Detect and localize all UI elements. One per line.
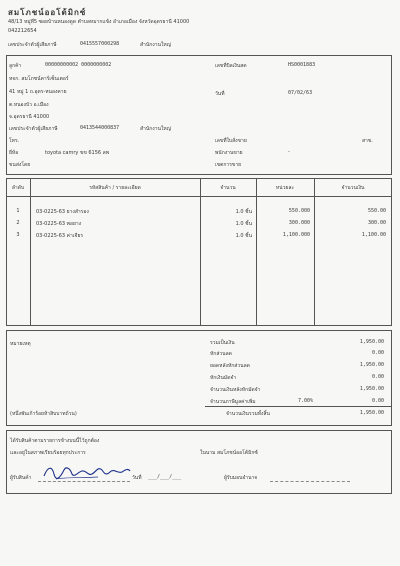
customer-tax-label: เลขประจำตัวผู้เสียภาษี	[9, 126, 58, 132]
date-label: วันที่	[215, 91, 225, 97]
vehicle-value: toyota camry ขข 6156 ลพ	[45, 150, 110, 156]
summary-label: หักส่วนลด	[210, 351, 232, 357]
summary-value: 1,950.00	[359, 386, 384, 392]
summary-value: 1,950.00	[359, 410, 384, 416]
summary-label: จำนวนภาษีมูลค่าเพิ่ม	[210, 399, 256, 405]
customer-tel-label: โทร.	[9, 138, 20, 144]
vehicle-label: ยี่ห้อ	[9, 150, 19, 156]
header-desc: รหัสสินค้า / รายละเอียด	[89, 185, 141, 191]
company-branch: สำนักงานใหญ่	[140, 42, 171, 48]
summary-value: 0.00	[371, 374, 384, 380]
salesman-value: -	[288, 149, 290, 155]
summary-value: 0.00	[371, 398, 384, 404]
customer-code: 00000000002 0000000002	[45, 62, 112, 68]
customer-addr2: ต.หนองบัว อ.เมือง	[9, 102, 49, 108]
header-price: หน่วยละ	[275, 185, 295, 191]
company-phone: 042212654	[8, 28, 37, 34]
summary-label: รวมเป็นเงิน	[210, 340, 235, 346]
header-qty: จำนวน	[220, 185, 236, 191]
row-no: 2	[16, 220, 20, 226]
company-address: 48/13 หมู่ที่5 ซอยบ้านหนองดูด ตำบลหมากแข้ง อำเภอเมือง จังหวัดอุดรธานี 41000	[8, 19, 190, 25]
customer-addr1: 41 หมู่ 1 ถ.อุดร-หนองคาย	[9, 89, 67, 95]
summary-divider	[205, 406, 392, 407]
row-no: 1	[16, 208, 20, 214]
row-qty: 1.0 ชิ้น	[235, 209, 252, 215]
customer-branch: สำนักงานใหญ่	[140, 126, 171, 132]
ship-label: ขนส่งโดย	[9, 162, 31, 168]
summary-value: 0.00	[371, 350, 384, 356]
customer-addr3: จ.อุดรธานี 41000	[9, 114, 50, 120]
vat-rate: 7.00%	[298, 398, 314, 404]
summary-value: 1,950.00	[359, 362, 384, 368]
customer-name: หจก. สมโภชน์คาร์เซ็นเตอร์	[9, 76, 69, 82]
invoice-number: HS0001883	[288, 62, 316, 68]
summary-label: จำนวนเงินหลังหักมัดจำ	[210, 387, 261, 393]
amount-in-words: (หนึ่งพันเก้าร้อยห้าสิบบาทถ้วน)	[10, 411, 77, 417]
invoice-label: เลขที่บิลเงินสด	[215, 63, 247, 69]
row-no: 3	[16, 232, 20, 238]
for-company: ในนาม สมโภชน์ออโต้มิกซ์	[200, 450, 258, 456]
row-price: 300.000	[288, 220, 310, 226]
header-no: ลำดับ	[11, 185, 25, 191]
summary-label: จำนวนเงินรวมทั้งสิ้น	[226, 411, 270, 417]
row-desc: 03-0225-63 ยางสำรอง	[36, 209, 89, 215]
customer-tax-id: 0413544000837	[80, 125, 120, 131]
ref-label: สาข.	[362, 138, 373, 144]
header-amount: จำนวนเงิน	[341, 185, 365, 191]
col-divider	[256, 178, 257, 326]
footer-note1: ได้รับสินค้าตามรายการข้างบนนี้ไว้ถูกต้อง	[10, 438, 100, 444]
receive-date-blank: ___/___/___	[148, 474, 182, 480]
receiver-label: ผู้รับสินค้า	[10, 475, 32, 481]
customer-code-label: ลูกค้า	[9, 63, 22, 69]
row-desc: 03-0225-63 พอยาง	[36, 221, 82, 227]
authorized-signature-line	[270, 481, 350, 482]
row-desc: 03-0225-63 ค่าเจียร	[36, 233, 84, 239]
row-price: 1,100.000	[282, 232, 310, 238]
summary-label: หักเงินมัดจำ	[210, 375, 237, 381]
row-amount: 300.00	[367, 220, 386, 226]
company-tax-id: 0415557000298	[80, 41, 120, 47]
customer-info-box	[6, 55, 392, 175]
row-amount: 550.00	[367, 208, 386, 214]
row-amount: 1,100.00	[361, 232, 386, 238]
table-header-divider	[6, 196, 392, 197]
footer-note2: และอยู่ในสภาพเรียบร้อยทุกประการ	[10, 450, 86, 456]
salesman-label: พนักงานขาย	[215, 150, 243, 156]
summary-value: 1,950.00	[359, 339, 384, 345]
receive-date-label: วันที่	[132, 475, 142, 481]
term-label: เขตการขาย	[215, 162, 242, 168]
receiver-signature	[42, 462, 132, 482]
authorized-label: ผู้รับมอบอำนาจ	[224, 475, 258, 481]
items-table	[6, 178, 392, 326]
row-qty: 1.0 ชิ้น	[235, 233, 252, 239]
company-name: สมโภชน์ออโต้มิกซ์	[8, 8, 87, 17]
company-tax-label: เลขประจำตัวผู้เสียภาษี	[8, 42, 57, 48]
summary-label: ยอดหลังหักส่วนลด	[210, 363, 250, 369]
remark-label: หมายเหตุ	[10, 341, 31, 347]
invoice-date: 07/02/63	[288, 90, 313, 96]
row-qty: 1.0 ชิ้น	[235, 221, 252, 227]
col-divider	[30, 178, 31, 326]
row-price: 550.000	[288, 208, 310, 214]
col-divider	[314, 178, 315, 326]
col-divider	[200, 178, 201, 326]
po-label: เลขที่ใบสั่งขาย	[215, 138, 247, 144]
